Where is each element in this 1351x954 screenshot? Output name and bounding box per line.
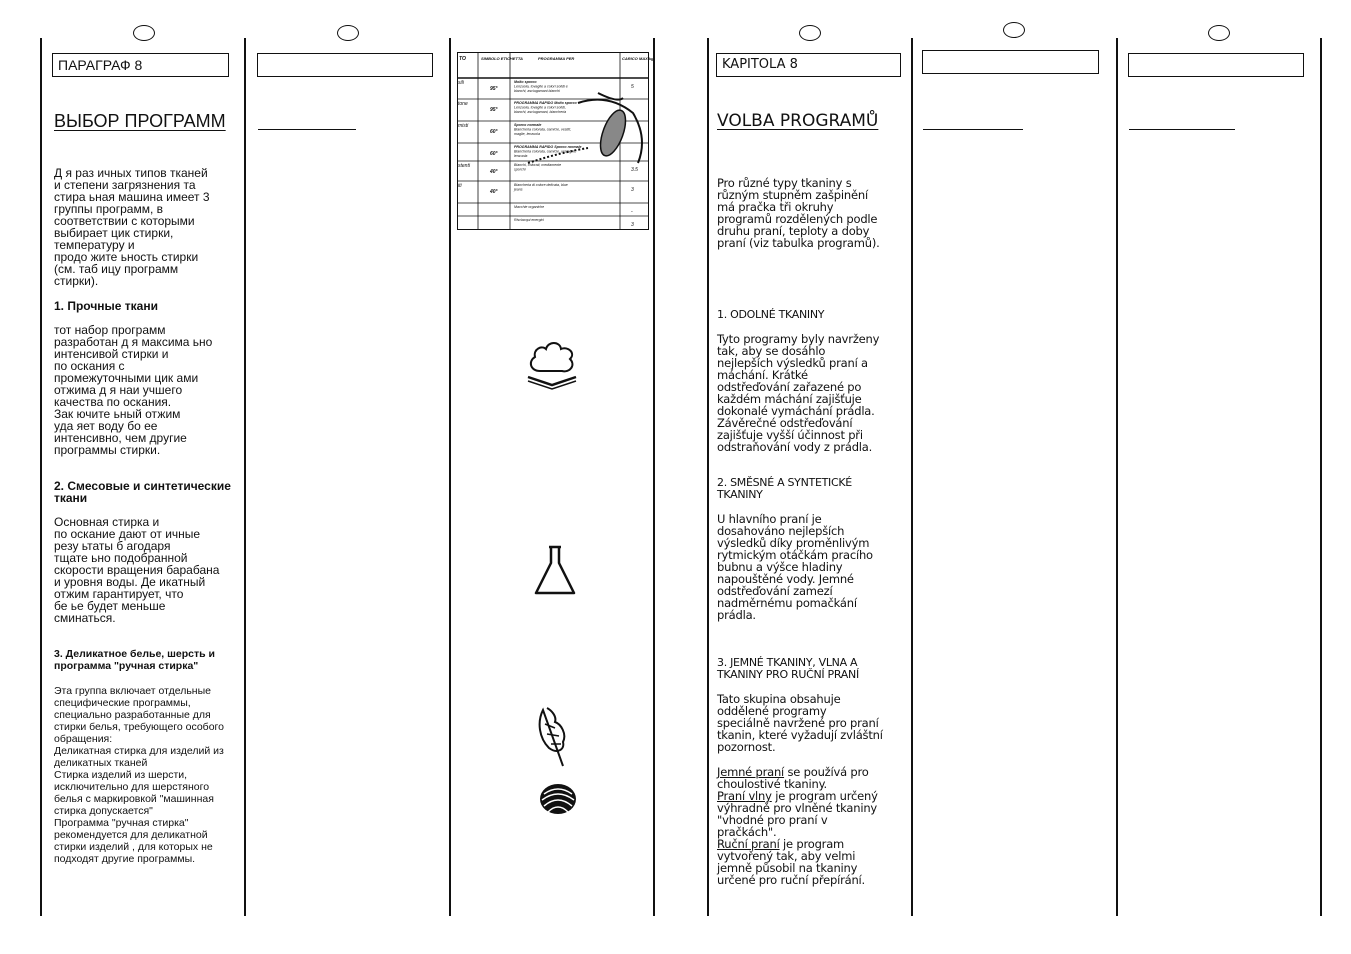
intro-text-cz: Pro různé typy tkaniny s různým stupněm zašpinění má pračka tři okruhy programů rozdělených podle druhu praní, teploty a doby praní (viz tabulka programů). — [717, 176, 880, 250]
table-program-text: PROGRAMMA RAPIDO Molto sporco — [514, 101, 577, 105]
wool-icon — [538, 782, 578, 816]
table-load-value: 3.5 — [631, 167, 638, 173]
section3-text-ru: Эта группа включает отдельные специфические программы, специально разработанные для стирки белья, требующего особого обращения: Деликатная стирка для изделий из деликатных тканей Стирка изделий из шерсти, исключительно для шерстяного белья с маркировкой "машинная стирка допускается" Программа "ручная стирка" рекомендуется для деликатной стирки изделий , для которых не подходят другие программы. — [54, 685, 224, 865]
table-load-value: 3 — [631, 187, 634, 193]
page-title-ru: ВЫБОР ПРОГРАММ — [54, 111, 226, 131]
delicate-program-text-cz — [717, 766, 905, 886]
table-program-text: Macchie organiche — [514, 205, 545, 209]
section-header-empty — [257, 53, 433, 77]
column-rule — [911, 38, 913, 916]
section-header-ru: ПАРАГРАФ 8 — [52, 53, 229, 77]
wool-program-desc: je program určený výhradně pro vlněné tkaniny "vhodné pro praní v pračkách". — [717, 789, 878, 839]
section2-text-cz: U hlavního praní je dosahováno nejlepších výsledků díky proměnlivým rytmickým otáčkám pracího bubnu a výšce hladiny napouštěné vody. Jemné odstřeďování zamezí nadměrnému pomačkání prádla. — [717, 512, 873, 622]
table-temp-symbol: 40° — [490, 169, 498, 175]
section-header-cz: KAPITOLA 8 — [716, 53, 901, 77]
delicate-feather-icon — [533, 704, 571, 768]
table-temp-symbol: 60° — [490, 151, 498, 157]
delicate-program-desc: se používá pro choulostivé tkaniny. — [717, 765, 869, 791]
column-rule — [1116, 38, 1118, 916]
column-rule — [449, 38, 451, 916]
section3-text-cz: Tato skupina obsahuje oddělené programy speciálně navržené pro praní tkanin, které vyžadují zvláštní pozornost. — [717, 692, 883, 754]
section2-text-ru: Основная стирка и по оскание дают от ичные резу ьтаты б агодаря тщате ьно подобранной скорости вращения барабана и уровня воды. Де икатный отжим гарантирует, что бе ье будет меньше сминаться. — [54, 515, 220, 625]
table-program-text: PROGRAMMA RAPIDO Sporco normale — [514, 145, 582, 149]
section-header-empty — [1128, 53, 1304, 77]
table-program-text: Lenzuola, tovaglie a colori solidi e — [514, 84, 568, 89]
table-header-cell: SIMBOLO ETICHETTA — [481, 56, 523, 61]
table-temp-symbol: 95° — [490, 107, 498, 113]
table-side-label: stenti — [458, 163, 470, 169]
page-title-cz: VOLBA PROGRAMŮ — [717, 111, 879, 131]
table-program-text: Sporco normale — [514, 123, 542, 127]
section-header-empty — [922, 50, 1099, 74]
language-circle-icon — [133, 25, 155, 41]
section3-heading-ru: 3. Деликатное белье, шерсть и программа "ручная стирка" — [54, 648, 215, 672]
table-program-text: Lenzuola, tovaglie a colori solidi, — [514, 105, 566, 110]
table-temp-symbol: 95° — [490, 86, 498, 92]
handwash-program-label: Ruční praní — [717, 837, 780, 851]
program-table-svg — [458, 53, 654, 229]
column-rule — [707, 38, 709, 916]
section1-heading-cz: 1. ODOLNÉ TKANINY — [717, 308, 825, 321]
language-circle-icon — [1208, 25, 1230, 41]
language-circle-icon — [1003, 22, 1025, 38]
section2-heading-cz: 2. SMĚSNÉ A SYNTETICKÉ TKANINY — [717, 476, 852, 501]
table-load-value: 5 — [631, 84, 634, 90]
title-underline — [258, 129, 356, 130]
table-temp-symbol: 40° — [490, 189, 498, 195]
column-rule — [244, 38, 246, 916]
table-program-text: maglie, lenzuola — [514, 132, 540, 136]
synthetic-flask-icon — [533, 545, 577, 597]
table-load-value: - — [631, 209, 633, 215]
section2-heading-ru: 2. Смесовые и синтетические ткани — [54, 479, 231, 505]
table-load-value: 3 — [631, 222, 634, 228]
table-program-text: bianchi, asciugamani bianchi — [514, 89, 560, 93]
table-header-cell: PROGRAMMA PER — [538, 56, 575, 61]
language-circle-icon — [337, 25, 359, 41]
table-program-text: bianchi, asciugamani, biancheria — [514, 110, 567, 114]
table-program-text: Bianchi, colorati, mediamente — [514, 163, 562, 167]
table-program-text: Biancheria colorata, camicie, vestiti, — [514, 127, 572, 132]
delicate-program-label: Jemné praní — [717, 765, 785, 779]
section1-text-ru: тот набор программ разработан д я максима ьно интенсивой стирки и по оскания с промежуточными цик ами отжима д я наи учшего качества по оскания. Зак ючите ьный отжим уда яет воду бо ее интенсивно, чем другие программы стирки. — [54, 323, 213, 457]
table-side-label: misti — [458, 123, 469, 129]
section3-heading-cz: 3. JEMNÉ TKANINY, VLNA A TKANINY PRO RUČNÍ PRANÍ — [717, 656, 859, 681]
table-temp-symbol: 60° — [490, 129, 498, 135]
table-side-label: tone — [458, 101, 468, 107]
table-program-text: lenzuola — [514, 154, 528, 158]
table-program-text: Risciacqui energici — [514, 218, 544, 222]
column-rule — [1320, 38, 1322, 916]
table-program-text: Biancheria di colore delicata, blue — [514, 183, 568, 187]
section1-text-cz: Tyto programy byly navrženy tak, aby se dosáhlo nejlepších výsledků praní a máchání. Krátké odstřeďování zařazené po každém máchání zajišťuje dokonalé vymáchání prádla. Závěrečné odstřeďování zajišťuje vyšší účinnost při odstraňování vody z prádla. — [717, 332, 880, 454]
table-program-text: Molto sporco — [514, 80, 537, 84]
table-header-cell: CARICO MAX kg — [622, 56, 654, 61]
hand-sketch — [595, 107, 630, 159]
column-rule — [40, 38, 42, 916]
program-table-image — [457, 52, 654, 230]
column-rule — [653, 38, 655, 916]
cotton-icon — [524, 337, 580, 389]
table-program-text: sporchi — [514, 167, 526, 172]
table-side-label: iti — [458, 183, 462, 189]
intro-text-ru: Д я раз ичных типов тканей и степени загрязнения та стира ьная машина имеет 3 группы программ, в соответствии с которыми выбирает цик стирки, температуру и продо жите ьность стирки (см. таб ицу программ стирки). — [54, 166, 210, 288]
table-header-cell: TO — [459, 56, 466, 62]
language-circle-icon — [799, 25, 821, 41]
handwash-program-desc: je program vytvořený tak, aby velmi jemně působil na tkaniny určené pro ruční přepírání. — [717, 837, 865, 887]
table-program-text: jeans — [514, 187, 523, 192]
title-underline — [1129, 129, 1235, 130]
table-side-label: sili — [458, 80, 464, 86]
wool-program-label: Praní vlny — [717, 789, 772, 803]
section1-heading-ru: 1. Прочные ткани — [54, 299, 158, 313]
table-program-text: Biancheria colorata, camicie, vestaglie, — [514, 149, 577, 154]
title-underline — [923, 129, 1023, 130]
